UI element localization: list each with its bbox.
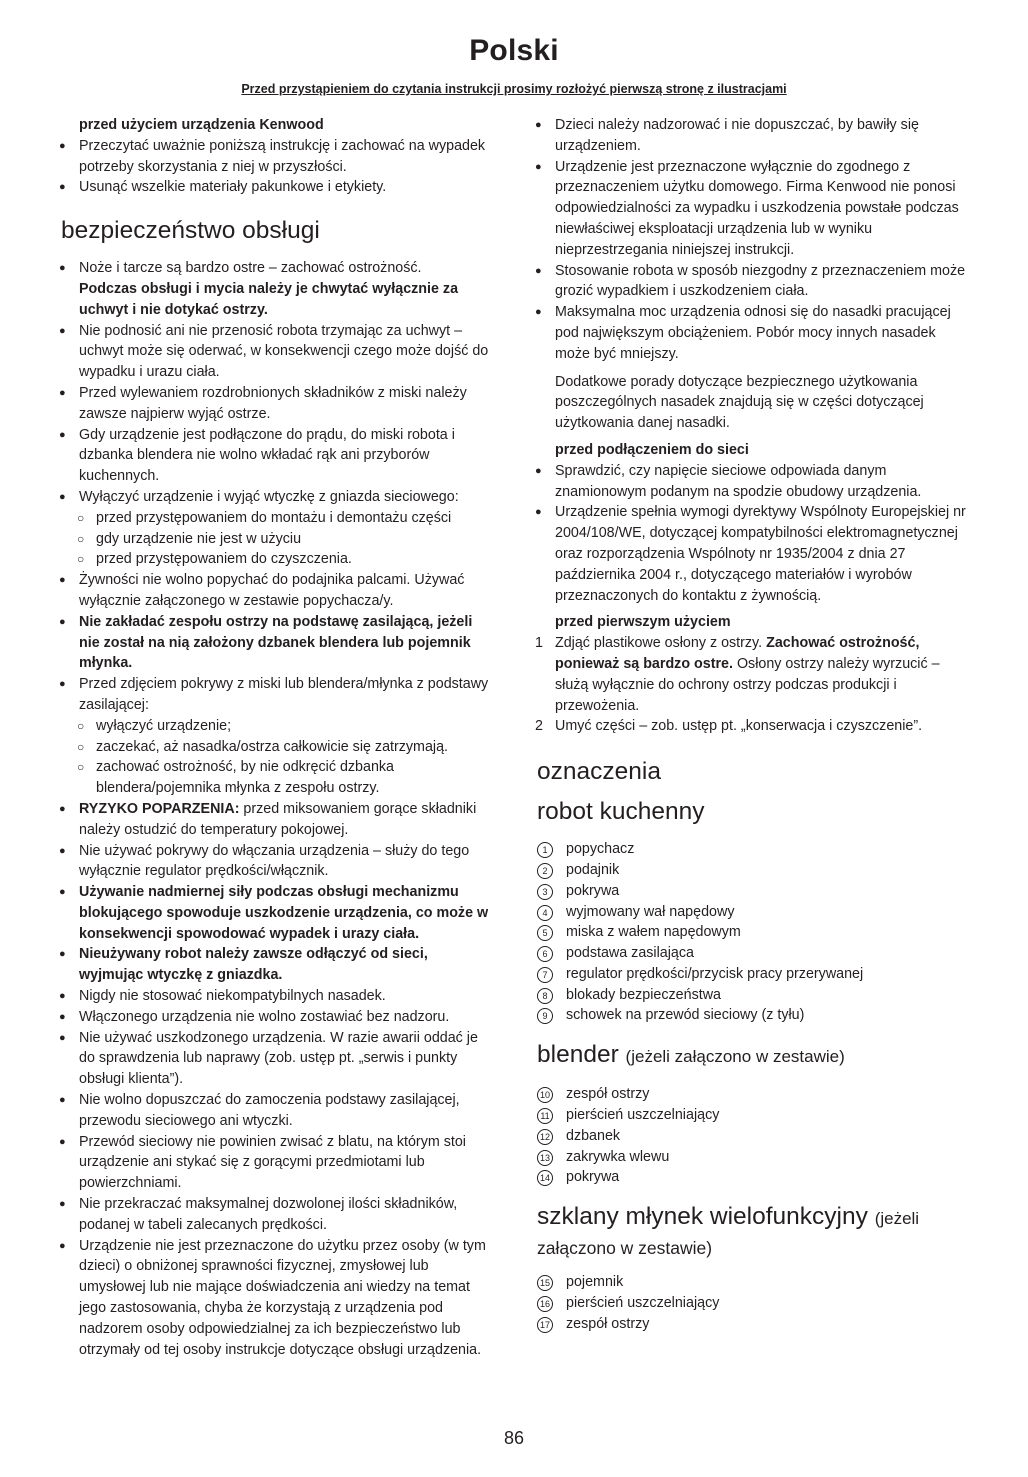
part-item — [534, 1126, 974, 1147]
blender-heading — [537, 1040, 974, 1072]
list-item: ● Dzieci należy nadzorować i nie dopuszczać, by bawiły się urządzeniem. — [534, 115, 974, 157]
safety-heading: bezpieczeństwo obsługi — [61, 217, 320, 245]
blender-heading-text: blender — [537, 1041, 619, 1069]
part-item — [534, 1167, 974, 1188]
list-item: ● Usunąć wszelkie materiały pakunkowe i etykiety. — [58, 177, 496, 198]
part-label: zakrywka wlewu — [566, 1148, 670, 1165]
extra-note: Dodatkowe porady dotyczące bezpiecznego użytkowania poszczególnych nasadek znajdują się w części dotyczącej użytkowania danej nasadki. — [555, 373, 924, 432]
part-number-circle: 11 — [537, 1108, 553, 1124]
part-item — [534, 964, 974, 985]
page-subtitle: Przed przystąpieniem do czytania instrukcji prosimy rozłożyć pierwszą stronę z ilustracjami — [241, 82, 787, 96]
list-item: ● Nie wolno dopuszczać do zamoczenia podstawy zasilającej, przewodu sieciowego ani wtyczki. — [58, 1090, 496, 1132]
item-text-bold: Podczas obsługi i mycia należy je chwytać wyłącznie za uchwyt i nie dotykać ostrzy. — [79, 280, 459, 318]
part-label: miska z wałem napędowym — [566, 924, 741, 941]
part-item — [534, 839, 974, 860]
part-label: pierścień uszczelniający — [566, 1107, 720, 1124]
list-item: ● Urządzenie spełnia wymogi dyrektywy Wspólnoty Europejskiej nr 2004/108/WE, dotyczącej kompatybilności elektromagnetycznej oraz rozporządzenia Wspólnoty nr 1935/2004 z dnia 27 października 2004 r., dotyczącego materiałów i wyrobów przeznaczonych do kontaktu z żywnością. — [534, 502, 974, 606]
part-number-circle: 2 — [537, 863, 553, 879]
food-processor-heading: robot kuchenny — [537, 798, 705, 826]
list-item: ● Nie używać pokrywy do włączania urządzenia – służy do tego wyłącznie regulator prędkości/włącznik. — [58, 841, 496, 883]
part-number-circle: 10 — [537, 1087, 553, 1103]
part-label: pierścień uszczelniający — [566, 1295, 720, 1312]
blender-parts — [534, 1084, 974, 1188]
part-number-circle: 6 — [537, 946, 553, 962]
list-item: ● Nigdy nie stosować niekompatybilnych nasadek. — [58, 986, 496, 1007]
part-number-circle: 4 — [537, 905, 553, 921]
part-item — [534, 881, 974, 902]
part-number-circle: 7 — [537, 967, 553, 983]
mains-heading: przed podłączeniem do sieci — [555, 441, 749, 458]
list-item — [58, 882, 496, 944]
list-item: ● Przeczytać uważnie poniższą instrukcję i zachować na wypadek potrzeby skorzystania z niej w przyszłości. — [58, 136, 496, 178]
part-number-circle: 16 — [537, 1296, 553, 1312]
mill-heading-text: szklany młynek wielofunkcyjny — [537, 1203, 868, 1231]
before-use-heading: przed użyciem urządzenia Kenwood — [79, 117, 324, 133]
list-item: ● Włączonego urządzenia nie wolno zostawiać bez nadzoru. — [58, 1007, 496, 1028]
right-column — [534, 115, 974, 1335]
step-text: Umyć części – zob. ustęp pt. „konserwacja i czyszczenie”. — [555, 718, 923, 735]
item-text-bold: Używanie nadmiernej siły podczas obsługi mechanizmu blokującego spowoduje uszkodzenie urządzenia, co może w konsekwencji spowodować wypadek i urazy ciała. — [79, 884, 489, 942]
step-text: Osłony ostrzy należy wyrzucić – służą wyłącznie do ochrony ostrzy podczas produkcji i przewożenia. — [555, 655, 940, 714]
item-text-bold: Nieużywany robot należy zawsze odłączyć od sieci, wyjmując wtyczkę z gniazdka. — [79, 946, 428, 984]
mill-heading-note: (jeżeli — [874, 1209, 920, 1229]
first-use-heading: przed pierwszym użyciem — [555, 614, 731, 631]
part-label: podstawa zasilająca — [566, 945, 694, 962]
part-number-circle: 15 — [537, 1275, 553, 1291]
list-item: ● Wyłączyć urządzenie i wyjąć wtyczkę z gniazda sieciowego: — [58, 487, 496, 508]
part-number-circle: 12 — [537, 1129, 553, 1145]
part-label: zespół ostrzy — [566, 1315, 650, 1332]
item-text: Noże i tarcze są bardzo ostre – zachować ostrożność. — [79, 260, 422, 277]
part-label: pojemnik — [566, 1274, 624, 1291]
part-number-circle: 13 — [537, 1150, 553, 1166]
list-item: ● Przed wylewaniem rozdrobnionych składników z miski należy zawsze najpierw wyjąć ostrze. — [58, 383, 496, 425]
part-item — [534, 1005, 974, 1026]
part-number-circle: 8 — [537, 988, 553, 1004]
part-label: blokady bezpieczeństwa — [566, 986, 721, 1003]
sub-list-item: ○ gdy urządzenie nie jest w użyciu — [58, 529, 496, 550]
part-item — [534, 922, 974, 943]
part-label: schowek na przewód sieciowy (z tyłu) — [566, 1007, 805, 1024]
part-label: pokrywa — [566, 882, 620, 899]
list-item: ● Przewód sieciowy nie powinien zwisać z blatu, na którym stoi urządzenie ani stykać się z gorącymi przedmiotami lub powierzchniami. — [58, 1132, 496, 1194]
numbered-step — [534, 633, 974, 716]
list-item: ● Gdy urządzenie jest podłączone do prądu, do miski robota i dzbanka blendera nie wolno wkładać rąk ani przyborów kuchennych. — [58, 425, 496, 487]
step-number: 1 — [535, 635, 543, 652]
list-item: ● Stosowanie robota w sposób niezgodny z przeznaczeniem może grozić wypadkiem i uszkodzeniem ciała. — [534, 261, 974, 303]
part-label: regulator prędkości/przycisk pracy przerywanej — [566, 965, 864, 982]
mill-heading-note-line: załączono w zestawie) — [537, 1238, 713, 1259]
left-column — [58, 115, 496, 1360]
part-item — [534, 1314, 974, 1335]
list-item: ● Przed zdjęciem pokrywy z miski lub blendera/młynka z podstawy zasilającej: — [58, 674, 496, 716]
sub-list-item: ○ wyłączyć urządzenie; — [58, 716, 496, 737]
part-label: zespół ostrzy — [566, 1086, 650, 1103]
part-number-circle: 5 — [537, 925, 553, 941]
list-item: ● Nie podnosić ani nie przenosić robota trzymając za uchwyt – uchwyt może się oderwać, w konsekwencji czego może dojść do wypadku i urazu ciała. — [58, 321, 496, 383]
item-text-bold: Nie zakładać zespołu ostrzy na podstawę zasilającą, jeżeli nie został na nią założony dzbanek blendera lub pojemnik młynka. — [79, 613, 473, 672]
list-item: ● Nie używać uszkodzonego urządzenia. W razie awarii oddać je do sprawdzenia lub naprawy (zob. ustęp pt. „serwis i punkty obsługi klienta”). — [58, 1028, 496, 1090]
part-item — [534, 1105, 974, 1126]
part-item — [534, 1272, 974, 1293]
blender-heading-note: (jeżeli załączono w zestawie) — [625, 1047, 845, 1067]
numbered-step — [534, 716, 974, 737]
list-item — [58, 258, 496, 320]
item-text-bold: RYZYKO POPARZENIA: — [79, 800, 240, 817]
part-label: wyjmowany wał napędowy — [566, 903, 735, 920]
list-item — [58, 799, 496, 841]
part-number-circle: 17 — [537, 1317, 553, 1333]
part-item — [534, 1084, 974, 1105]
list-item: ● Urządzenie nie jest przeznaczone do użytku przez osoby (w tym dzieci) o obniżonej sprawności fizycznej, zmysłowej lub umysłowej lub nie mające doświadczenia ani wiedzy na temat jego zastosowania, chyba że korzystają z urządzenia pod nadzorem osoby odpowiedzialnej za ich bezpieczeństwo lub otrzymały od tej osoby instrukcje dotyczące obsługi urządzenia. — [58, 1236, 496, 1361]
part-number-circle: 14 — [537, 1170, 553, 1186]
part-item — [534, 1293, 974, 1314]
part-number-circle: 1 — [537, 842, 553, 858]
list-item — [58, 612, 496, 674]
step-text-bold: Zachować ostrożność, ponieważ są bardzo ostre. — [555, 635, 920, 672]
list-item — [58, 944, 496, 986]
part-item — [534, 1147, 974, 1168]
list-item: ● Sprawdzić, czy napięcie sieciowe odpowiada danym znamionowym podanym na spodzie obudowy urządzenia. — [534, 461, 974, 503]
step-text: Zdjąć plastikowe osłony z ostrzy. — [555, 635, 767, 652]
sub-list-item: ○ przed przystępowaniem do czyszczenia. — [58, 549, 496, 570]
sub-list-item: ○ przed przystępowaniem do montażu i demontażu części — [58, 508, 496, 529]
list-item: ● Maksymalna moc urządzenia odnosi się do nasadki pracującej pod największym obciążeniem. Pobór mocy innych nasadek może być mniejszy. — [534, 302, 974, 364]
page-number: 86 — [503, 1428, 525, 1448]
sub-list-item: ○ zaczekać, aż nasadka/ostrza całkowicie się zatrzymają. — [58, 737, 496, 758]
page-title: Polski — [469, 34, 559, 67]
part-label: popychacz — [566, 841, 635, 858]
item-text: przed miksowaniem gorące składniki należy ostudzić do temperatury pokojowej. — [79, 800, 477, 838]
list-item: ● Żywności nie wolno popychać do podajnika palcami. Używać wyłącznie załączonego w zestawie popychacza/y. — [58, 570, 496, 612]
part-item — [534, 902, 974, 923]
part-item — [534, 860, 974, 881]
sub-list-item: ○ zachować ostrożność, by nie odkręcić dzbanka blendera/pojemnika młynka z zespołu ostrzy. — [58, 757, 496, 799]
list-item: ● Urządzenie jest przeznaczone wyłącznie do zgodnego z przeznaczeniem użytku domowego. Firma Kenwood nie ponosi odpowiedzialności za wypadku i uszkodzenia powstałe podczas niewłaściwej eksploatacji urządzenia lub w wyniku nieprzestrzegania niniejszej instrukcji. — [534, 157, 974, 261]
part-label: pokrywa — [566, 1169, 620, 1186]
food-processor-parts — [534, 839, 974, 1026]
mill-heading — [537, 1202, 974, 1234]
list-item: ● Nie przekraczać maksymalnej dozwolonej ilości składników, podanej w tabeli zalecanych prędkości. — [58, 1194, 496, 1236]
key-heading: oznaczenia — [537, 758, 661, 786]
part-item — [534, 985, 974, 1006]
part-number-circle: 9 — [537, 1008, 553, 1024]
part-item — [534, 943, 974, 964]
mill-parts — [534, 1272, 974, 1334]
part-label: dzbanek — [566, 1127, 621, 1144]
part-number-circle: 3 — [537, 884, 553, 900]
step-number: 2 — [535, 718, 543, 735]
part-label: podajnik — [566, 861, 620, 878]
